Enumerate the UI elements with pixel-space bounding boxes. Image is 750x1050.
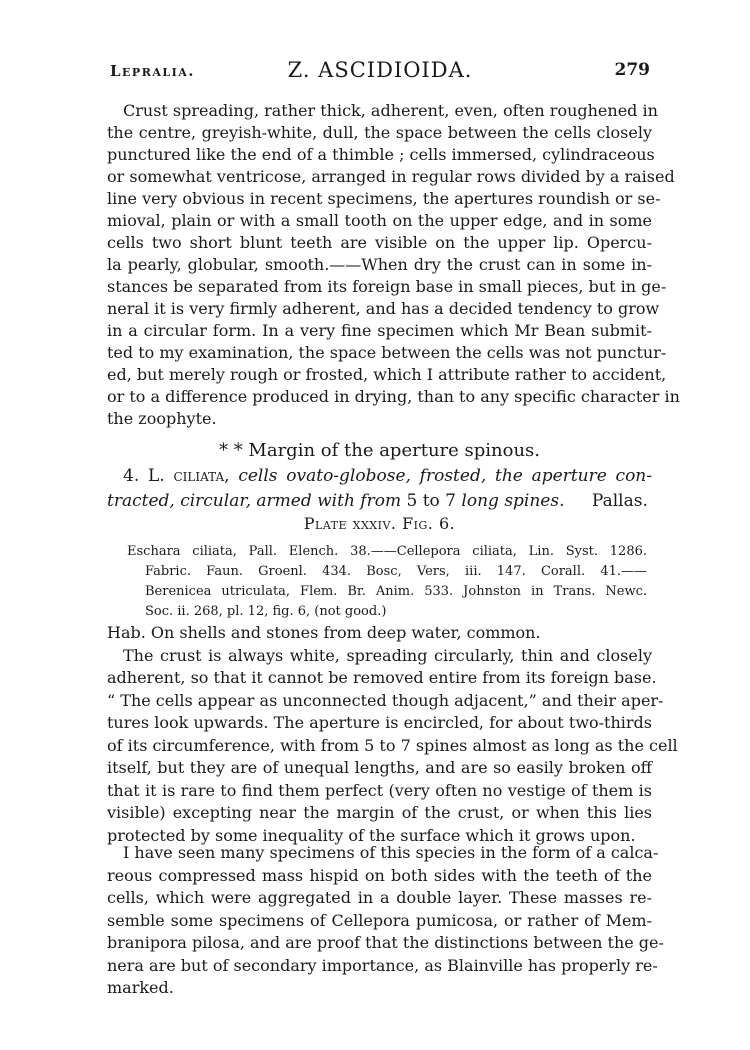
synonym-line: Soc. ii. 268, pl. 12, fig. 6, (not good.) (145, 604, 387, 619)
text-line: the centre, greyish-white, dull, the space between the cells closely (107, 123, 652, 142)
text-line: the zoophyte. (107, 409, 217, 428)
text-line: Crust spreading, rather thick, adherent, even, often roughened in (123, 101, 658, 120)
text-line: neral it is very firmly adherent, and has a decided tendency to grow (107, 299, 660, 318)
species-entry (107, 464, 652, 514)
plate-reference: Plate xxxiv. Fig. 6. (303, 514, 456, 533)
habitat-line: Hab. On shells and stones from deep water, common. (107, 623, 541, 642)
text-line: punctured like the end of a thimble ; cells immersed, cylindraceous (107, 145, 655, 164)
running-header (110, 58, 650, 86)
text-line: cells two short blunt teeth are visible on the upper lip. Opercu- (107, 233, 652, 252)
text-line: I have seen many specimens of this species in the form of a calca- (123, 843, 659, 862)
section-heading: * * Margin of the aperture spinous. (218, 440, 541, 461)
text-line: protected by some inequality of the surface which it grows upon. (107, 825, 636, 845)
paragraph-habitat (107, 622, 678, 847)
synonymy-block (127, 542, 647, 622)
text-line: of its circumference, with from 5 to 7 spines almost as long as the cell (107, 735, 678, 755)
species-spine-count: 5 to 7 (406, 491, 456, 511)
paragraph-remarks (107, 842, 664, 1000)
synonym-line: Berenicea utriculata, Flem. Br. Anim. 533. Johnston in Trans. Newc. (145, 584, 647, 599)
header-title: Z. ASCIDIOIDA. (287, 58, 473, 82)
text-line: reous compressed mass hispid on both sides with the teeth of the (107, 865, 652, 885)
paragraph-description (107, 100, 680, 430)
synonym-line: Fabric. Faun. Groenl. 434. Bosc, Vers, iii. 147. Corall. 41.—— (145, 564, 647, 579)
species-authority: Pallas. (591, 491, 648, 511)
species-line-1 (107, 464, 652, 489)
species-diagnosis-end: long spines. (461, 491, 565, 511)
text-line: itself, but they are of unequal lengths, and are so easily broken off (107, 758, 652, 777)
species-diagnosis-cont: tracted, circular, armed with from (107, 491, 402, 511)
text-line: adherent, so that it cannot be removed entire from its foreign base. (107, 668, 657, 687)
text-line: ted to my examination, the space between the cells was not punctur- (107, 343, 667, 362)
text-line: “ The cells appear as unconnected though adjacent,” and their aper- (107, 690, 664, 710)
header-genus: Lepralia. (110, 62, 196, 80)
text-line: nera are but of secondary importance, as Blainville has properly re- (107, 955, 658, 975)
species-diagnosis: cells ovato-globose, frosted, the aperture con- (238, 466, 652, 486)
species-number: 4. L. (123, 466, 165, 486)
text-line: marked. (107, 978, 174, 997)
text-line: semble some specimens of Cellepora pumicosa, or rather of Mem- (107, 910, 652, 930)
synonym-line: Eschara ciliata, Pall. Elench. 38.——Cellepora ciliata, Lin. Syst. 1286. (127, 544, 647, 559)
text-line: or to a difference produced in drying, than to any specific character in (107, 387, 680, 406)
text-line: cells, which were aggregated in a double layer. These masses re- (107, 888, 652, 907)
text-line: stances be separated from its foreign base in small pieces, but in ge- (107, 277, 667, 296)
species-name: ciliata, (173, 466, 230, 486)
species-line-2 (107, 489, 652, 514)
text-line: mioval, plain or with a small tooth on the upper edge, and in some (107, 211, 652, 230)
text-line: The crust is always white, spreading circularly, thin and closely (123, 645, 652, 665)
text-line: tures look upwards. The aperture is encircled, for about two-thirds (107, 713, 652, 732)
text-line: ed, but merely rough or frosted, which I attribute rather to accident, (107, 365, 667, 384)
text-line: line very obvious in recent specimens, the apertures roundish or se- (107, 189, 661, 208)
text-line: la pearly, globular, smooth.——When dry the crust can in some in- (107, 255, 652, 274)
page-number: 279 (614, 60, 650, 80)
text-line: visible) excepting near the margin of the crust, or when this lies (107, 803, 652, 822)
text-line: or somewhat ventricose, arranged in regular rows divided by a raised (107, 167, 675, 186)
text-line: branipora pilosa, and are proof that the distinctions between the ge- (107, 933, 664, 952)
text-line: that it is rare to find them perfect (very often no vestige of them is (107, 780, 652, 800)
text-line: in a circular form. In a very fine specimen which Mr Bean submit- (107, 321, 652, 340)
